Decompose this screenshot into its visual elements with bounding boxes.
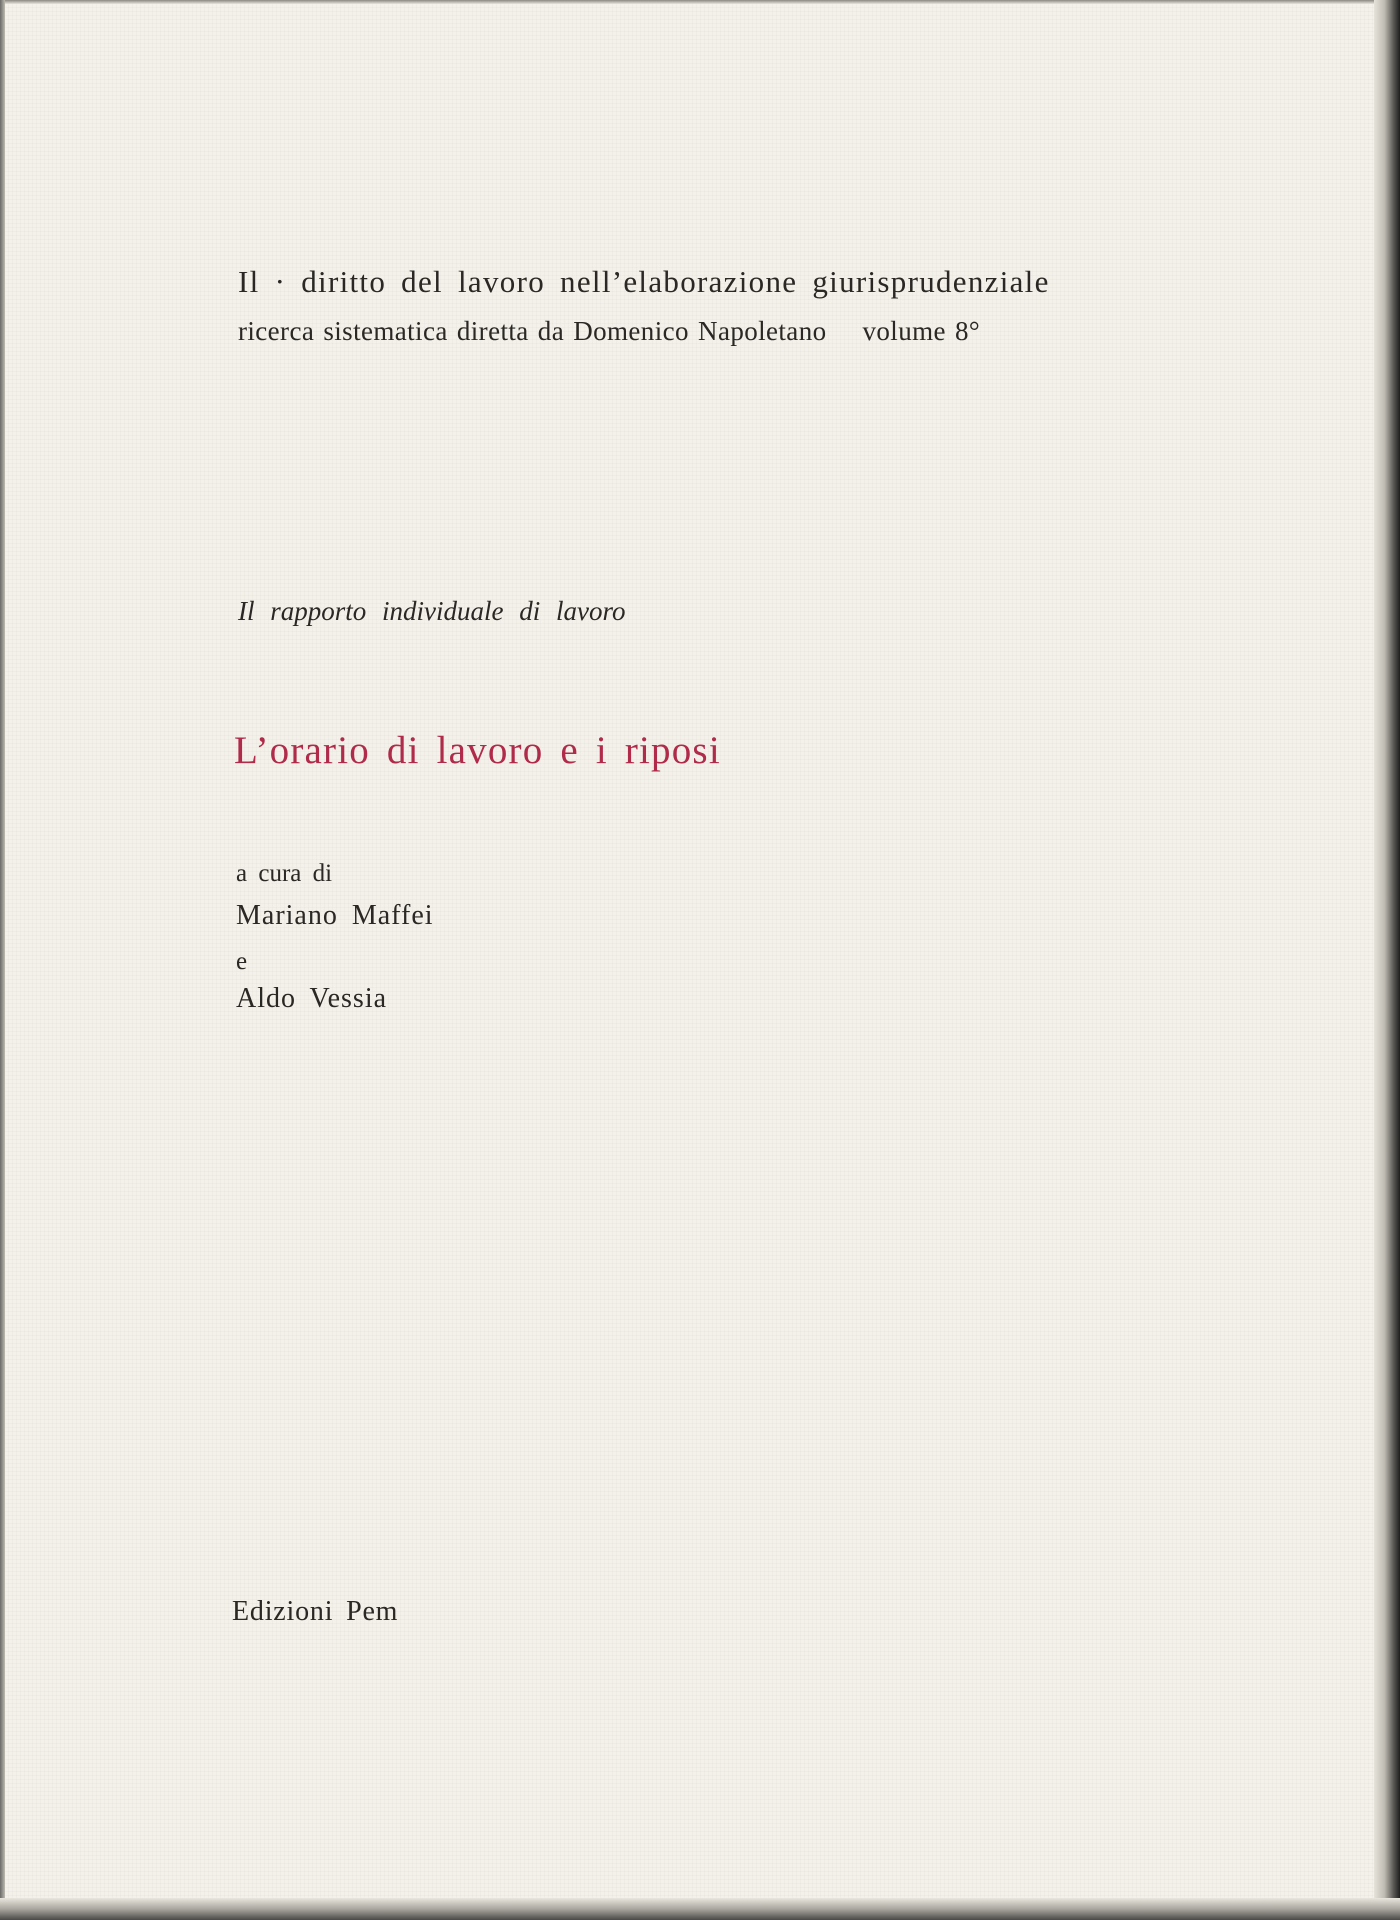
book-title: L’orario di lavoro e i riposi — [234, 729, 721, 772]
series-title: Il · diritto del lavoro nell’elaborazione giurisprudenziale — [238, 264, 1050, 299]
cover-left-edge — [0, 0, 5, 1920]
series-subtitle: ricerca sistematica diretta da Domenico Napoletano — [238, 316, 827, 346]
publisher-name: Edizioni Pem — [232, 1596, 399, 1627]
cover-bottom-edge — [0, 1898, 1400, 1920]
editor-conjunction: e — [236, 948, 248, 975]
editor-intro: a cura di — [236, 860, 333, 887]
series-subtitle-line — [238, 316, 980, 347]
editor-name-second: Aldo Vessia — [236, 983, 388, 1014]
cover-top-edge — [0, 0, 1400, 4]
cover-right-edge — [1374, 0, 1400, 1920]
section-title: Il rapporto individuale di lavoro — [238, 596, 626, 626]
editor-name-first: Mariano Maffei — [236, 900, 434, 931]
volume-number: volume 8° — [862, 316, 981, 346]
